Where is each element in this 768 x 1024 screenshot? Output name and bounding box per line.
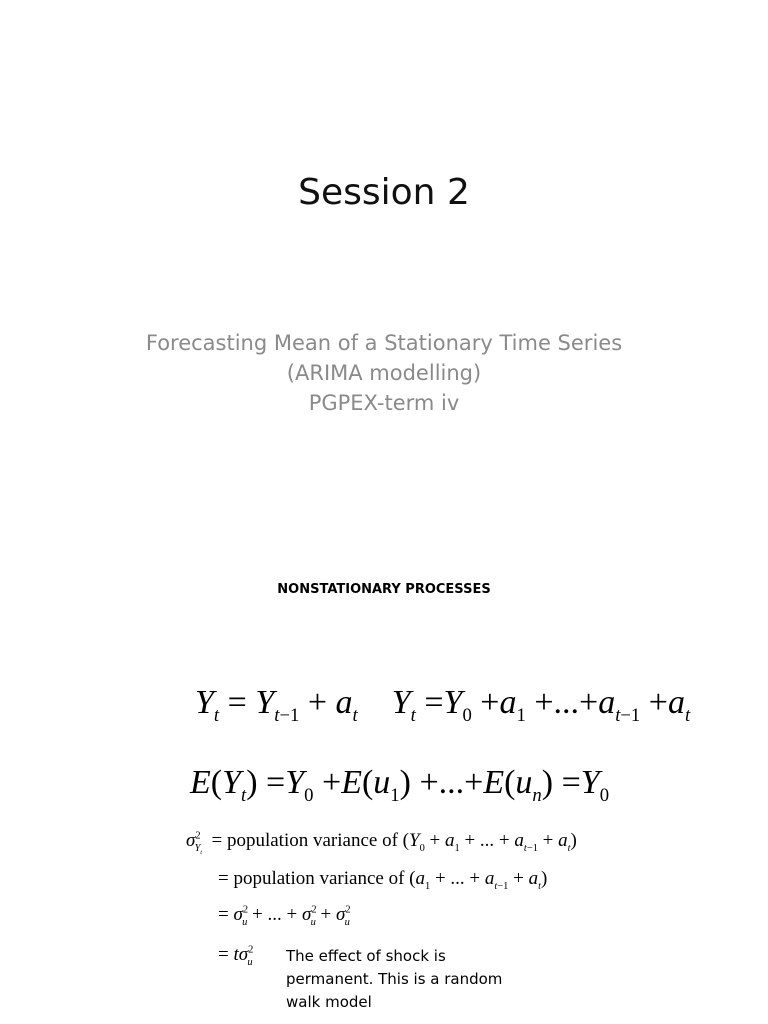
subtitle-line-3: PGPEX-term iv <box>308 391 460 415</box>
section-heading: NONSTATIONARY PROCESSES <box>277 582 491 597</box>
variance-line-1: $\sigma^2_{Y_t}$ = population variance of ($Y_0 + a_1$ + ... + $a_{t-1} + a_t$) <box>186 830 577 856</box>
variance-label-1: population variance of <box>226 830 398 851</box>
expectation-equation: $E(Y_t) =Y_0 +E(u_1) +...+E(u_n) =Y_0$ <box>190 764 610 806</box>
subtitle-line-2: (ARIMA modelling) <box>286 361 482 385</box>
shock-note: The effect of shock is permanent. This is a random walk model <box>286 947 503 1011</box>
slide-title: Session 2 <box>298 172 470 213</box>
subtitle-line-1: Forecasting Mean of a Stationary Time Series <box>145 331 623 355</box>
variance-label-2: population variance of <box>233 868 405 889</box>
variance-line-4: = $t\sigma^2_u$ <box>218 944 254 968</box>
variance-line-3: = $\sigma^2_u$ + ... + $\sigma^2_u + \sigma^2_u$ <box>218 904 351 928</box>
random-walk-equation: $Y_t = Y_{t-1} + a_t$ $Y_t =Y_0 +a_1 +...+a_{t-1} +a_t$ <box>195 684 691 726</box>
variance-line-2: = population variance of ($a_1$ + ... + $a_{t-1} + a_t$) <box>218 868 548 892</box>
